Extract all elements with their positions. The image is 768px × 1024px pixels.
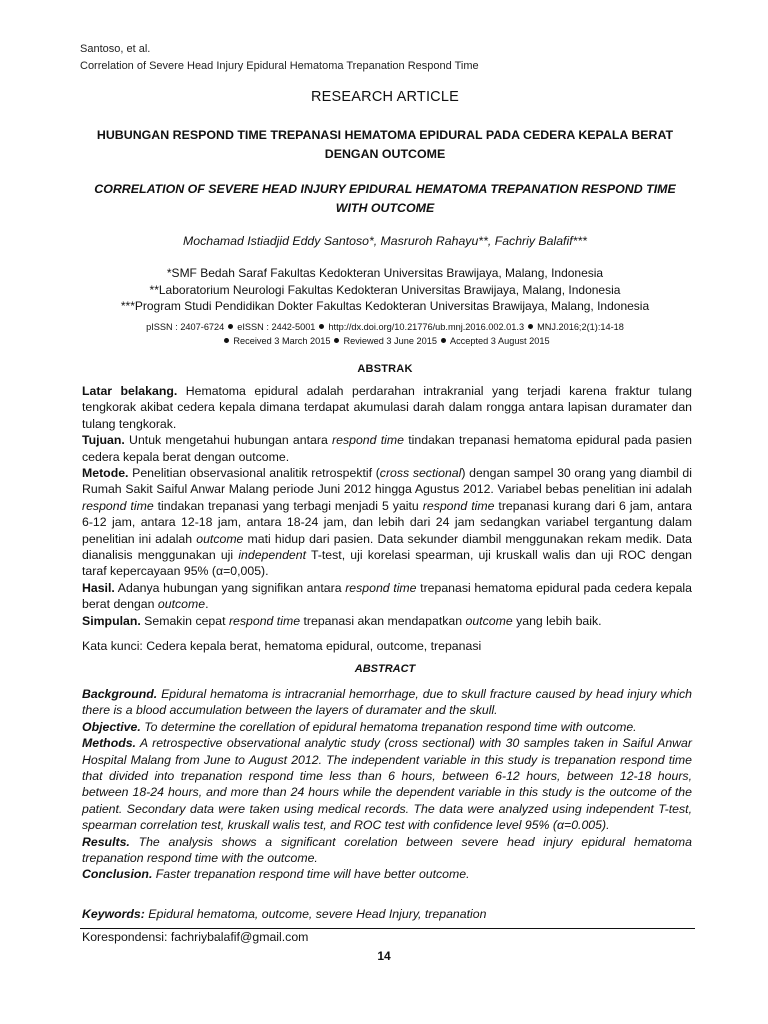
abstrak-heading: ABSTRAK: [357, 363, 413, 375]
label-objective: Objective.: [82, 719, 141, 734]
abstrak-body: [82, 383, 692, 629]
term-independent: independent: [238, 548, 307, 563]
text-tujuan: Untuk mengetahui hubungan antara: [124, 433, 333, 448]
publication-dates: [80, 335, 690, 348]
text-methods: A retrospective observational analytic study (cross sectional) with 30 samples taken in Saiful Anwar Hospital Malang from June to August 2012. The independent variable in this study is trepanation respond time that divided into trepanation respond time less than 6 hours, between 6-12 hours, between 12-18 hours, between 18-24 hours, and more than 24 hours while the dependent variable in this study is the outcome of the patient. Secondary data were taken using medical records. The data were analyzed using independent T-test, spearman correlation test, kruskall walis test, and ROC test with confidence level 95% (α=0.005).: [82, 736, 692, 833]
text-results: The analysis shows a significant corelation between severe head injury epidural hematoma trepanation respond time with the outcome.: [82, 834, 692, 866]
running-header-title: Correlation of Severe Head Injury Epidural Hematoma Trepanation Respond Time: [80, 60, 479, 72]
author-list: Mochamad Istiadjid Eddy Santoso*, Masruroh Rahayu**, Fachriy Balafif***: [183, 234, 587, 248]
term-respond-time: respond time: [228, 613, 301, 628]
label-hasil: Hasil.: [82, 580, 115, 595]
term-respond-time: respond time: [422, 498, 495, 513]
correspondence-email[interactable]: Korespondensi: fachriybalafif@gmail.com: [82, 930, 309, 944]
title-english-line1: CORRELATION OF SEVERE HEAD INJURY EPIDURAL HEMATOMA TREPANATION RESPOND TIME: [94, 182, 676, 196]
title-indonesian-line2: DENGAN OUTCOME: [324, 147, 446, 161]
abstract-background: [82, 686, 692, 719]
journal-citation: MNJ.2016;2(1):14-18: [537, 322, 624, 332]
label-simpulan: Simpulan.: [82, 613, 141, 628]
date-accepted: Accepted 3 August 2015: [449, 336, 550, 346]
affiliation-2: **Laboratorium Neurologi Fakultas Kedokteran Universitas Brawijaya, Malang, Indonesia: [149, 282, 621, 297]
bullet-icon: [319, 324, 324, 329]
bullet-icon: [441, 338, 446, 343]
text-keywords: Epidural hematoma, outcome, severe Head Injury, trepanation: [144, 907, 487, 921]
title-english-line2: WITH OUTCOME: [335, 201, 435, 215]
term-outcome: outcome: [157, 597, 206, 612]
label-keywords: Keywords:: [82, 907, 145, 921]
label-latar: Latar belakang.: [82, 384, 178, 398]
term-respond-time: respond time: [345, 580, 417, 595]
term-cross-sectional: cross sectional: [379, 466, 462, 481]
eissn: eISSN : 2442-5001: [237, 322, 316, 332]
text-hasil-end: .: [205, 597, 209, 612]
text-hasil: Adanya hubungan yang signifikan antara: [114, 580, 346, 595]
text-metode-cont: tindakan trepanasi yang terbagi menjadi 5 yaitu: [153, 498, 423, 513]
label-results: Results.: [82, 834, 130, 849]
date-received: Received 3 March 2015: [233, 336, 331, 346]
title-indonesian: [80, 126, 690, 164]
abstrak-tujuan: [82, 432, 692, 465]
abstract-results: [82, 834, 692, 867]
text-conclusion: Faster trepanation respond time will have better outcome.: [152, 867, 470, 882]
label-background: Background.: [82, 687, 158, 701]
pissn: pISSN : 2407-6724: [146, 322, 225, 332]
date-reviewed: Reviewed 3 June 2015: [343, 336, 437, 346]
text-simpulan-end: yang lebih baik.: [512, 613, 602, 628]
kata-kunci: [82, 638, 692, 654]
label-methods: Methods.: [82, 736, 136, 751]
abstrak-metode: [82, 465, 692, 580]
text-simpulan: Semakin cepat: [140, 613, 229, 628]
text-tujuan-cont: tindakan trepanasi hematoma epidural pada pasien cedera kepala berat dengan outcome.: [82, 433, 692, 464]
title-indonesian-line1: HUBUNGAN RESPOND TIME TREPANASI HEMATOMA EPIDURAL PADA CEDERA KEPALA BERAT: [96, 128, 674, 142]
abstract-objective: [82, 719, 692, 735]
text-metode-cont: trepanasi kurang dari 6 jam, antara 6-12 jam, antara 12-18 jam, antara 18-24 jam, dan lebih dari 24 jam sedangkan variabel tergantung dalam penelitian ini adalah: [82, 498, 692, 546]
bullet-icon: [528, 324, 533, 329]
article-type: RESEARCH ARTICLE: [311, 89, 459, 105]
running-header-authors: Santoso, et al.: [80, 43, 151, 55]
publication-identifiers: [80, 321, 690, 334]
text-kata-kunci: Cedera kepala berat, hematoma epidural, outcome, trepanasi: [142, 639, 482, 653]
term-respond-time: respond time: [82, 498, 154, 513]
text-simpulan-cont: trepanasi akan mendapatkan: [300, 613, 466, 628]
term-respond-time: respond time: [332, 433, 404, 448]
abstrak-latar: [82, 383, 692, 432]
label-conclusion: Conclusion.: [82, 867, 153, 882]
term-outcome: outcome: [196, 531, 244, 546]
abstract-conclusion: [82, 866, 692, 882]
abstract-heading: ABSTRACT: [354, 663, 416, 675]
bullet-icon: [334, 338, 339, 343]
label-metode: Metode.: [82, 466, 129, 481]
bullet-icon: [224, 338, 229, 343]
abstract-body: [82, 686, 692, 883]
text-latar: Hematoma epidural adalah perdarahan intrakranial yang terjadi karena fraktur tulang tengkorak akibat cedera kepala dimana terdapat akumulasi darah dalam rongga antara lapisan duramater dan tulang tengkorak.: [82, 384, 692, 431]
text-metode: Penelitian observasional analitik retrospektif (: [128, 466, 380, 481]
keywords: [82, 906, 692, 922]
affiliations: [80, 265, 690, 315]
affiliation-1: *SMF Bedah Saraf Fakultas Kedokteran Universitas Brawijaya, Malang, Indonesia: [166, 266, 604, 280]
term-outcome: outcome: [465, 613, 513, 628]
text-hasil-cont: trepanasi hematoma epidural pada cedera kepala berat dengan: [82, 580, 692, 612]
text-metode-cont: mati hidup dari pasien. Data sekunder diambil menggunakan rekam medik. Data dianalisis menggunakan uji: [82, 531, 692, 563]
text-metode-cont: T-test, uji korelasi spearman, uji kruskall walis dan uji ROC dengan taraf kepercayaan 95% (α=0,005).: [82, 548, 692, 579]
abstract-methods: [82, 735, 692, 833]
footnote-divider: [80, 928, 695, 929]
text-background: Epidural hematoma is intracranial hemorrhage, due to skull fracture caused by head injury which there is a blood accumulation between the layers of duramater and the skull.: [82, 687, 692, 718]
text-objective: To determine the corellation of epidural hematoma trepanation respond time with outcome.: [140, 719, 637, 734]
abstrak-simpulan: [82, 613, 692, 629]
text-metode-cont: ) dengan sampel 30 orang yang diambil di Rumah Sakit Saiful Anwar Malang periode Juni 2012 hingga Agustus 2012. Variabel bebas penelitian ini adalah: [82, 466, 692, 497]
abstrak-hasil: [82, 580, 692, 613]
title-english: [80, 180, 690, 218]
affiliation-3: ***Program Studi Pendidikan Dokter Fakultas Kedokteran Universitas Brawijaya, Malang, Indonesia: [120, 299, 650, 313]
bullet-icon: [228, 324, 233, 329]
page-number: 14: [377, 949, 391, 963]
doi-link[interactable]: http://dx.doi.org/10.21776/ub.mnj.2016.002.01.3: [328, 322, 525, 332]
label-tujuan: Tujuan.: [82, 433, 125, 448]
label-kata-kunci: Kata kunci:: [82, 639, 143, 653]
